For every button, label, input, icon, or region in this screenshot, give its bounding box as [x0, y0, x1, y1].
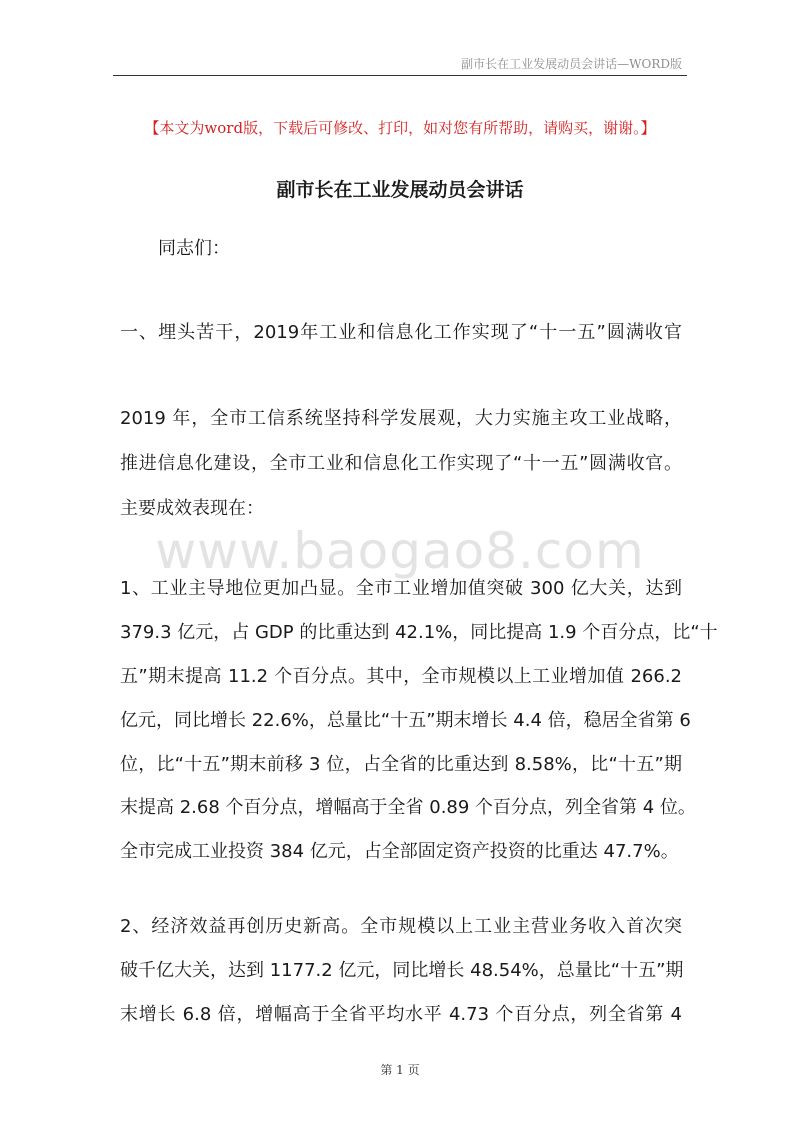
paragraph-line: 破千亿大关，达到 1177.2 亿元，同比增长 48.54%，总量比“十五”期 — [120, 960, 684, 981]
header-divider — [113, 75, 687, 76]
paragraph-line: 379.3 亿元，占 GDP 的比重达到 42.1%，同比提高 1.9 个百分点，比“十 — [120, 622, 718, 643]
purchase-notice: 【本文为word版，下载后可修改、打印，如对您有所帮助，请购买，谢谢。】 — [144, 119, 656, 137]
paragraph-line: 五”期末提高 11.2 个百分点。其中，全市规模以上工业增加值 266.2 — [120, 666, 682, 687]
paragraph-line: 2、经济效益再创历史新高。全市规模以上工业主营业务收入首次突 — [120, 916, 682, 937]
paragraph-line: 主要成效表现在： — [120, 498, 264, 519]
paragraph-line: 末提高 2.68 个百分点，增幅高于全省 0.89 个百分点，列全省第 4 位。 — [120, 797, 696, 818]
paragraph-line: 1、工业主导地位更加凸显。全市工业增加值突破 300 亿大关，达到 — [120, 578, 682, 599]
page-number: 第 1 页 — [380, 1063, 420, 1077]
paragraph-line: 2019 年，全市工信系统坚持科学发展观，大力实施主攻工业战略， — [120, 408, 682, 429]
paragraph-line: 亿元，同比增长 22.6%，总量比“十五”期末增长 4.4 倍，稳居全省第 6 — [120, 710, 691, 731]
document-title: 副市长在工业发展动员会讲话 — [276, 179, 524, 201]
watermark: www.baogao8.com — [155, 522, 645, 580]
running-header: 副市长在工业发展动员会讲话—WORD版 — [461, 57, 682, 71]
paragraph-line: 末增长 6.8 倍，增幅高于全省平均水平 4.73 个百分点，列全省第 4 — [120, 1004, 682, 1025]
paragraph-line: 位，比“十五”期末前移 3 位，占全省的比重达到 8.58%，比“十五”期 — [120, 754, 682, 775]
section-heading: 一、埋头苦干，2019年工业和信息化工作实现了“十一五”圆满收官 — [120, 322, 682, 343]
paragraph-line: 全市完成工业投资 384 亿元，占全部固定资产投资的比重达 47.7%。 — [120, 841, 679, 862]
paragraph-line: 推进信息化建设，全市工业和信息化工作实现了“十一五”圆满收官。 — [120, 453, 682, 474]
greeting: 同志们： — [158, 238, 230, 259]
